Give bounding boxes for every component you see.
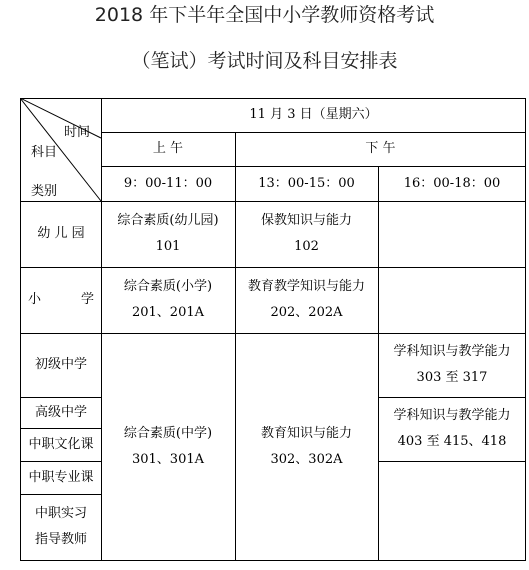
time-slot-3: 16：00-18：00	[403, 175, 501, 191]
category-primary-right: 学	[80, 292, 94, 307]
subject-kindergarten-care	[235, 201, 378, 267]
category-label-line2: 指导教师	[34, 532, 87, 547]
category-junior-high: 初级中学	[34, 357, 87, 372]
title-line-1: 2018 年下半年全国中小学教师资格考试	[94, 4, 435, 26]
subject-code: 302、302A	[270, 451, 343, 467]
date-header: 11 月 3 日（星期六）	[249, 107, 378, 122]
title-line-2: （笔试）考试时间及科目安排表	[131, 50, 398, 72]
subject-code: 303 至 317	[416, 370, 488, 385]
subject-code: 101	[155, 239, 181, 254]
subject-secondary-comprehensive	[101, 333, 235, 560]
category-primary	[20, 267, 102, 333]
corner-subject-label: 科目	[31, 145, 58, 160]
subject-name: 综合素质(小学)	[123, 279, 213, 294]
row-divider	[378, 461, 526, 462]
morning-header: 上 午	[152, 141, 184, 156]
subject-primary-teaching	[235, 267, 378, 333]
subject-code: 301、301A	[131, 451, 204, 467]
subject-code: 201、201A	[131, 305, 204, 320]
corner-category-label: 类别	[31, 184, 58, 199]
category-primary-left: 小	[28, 292, 42, 307]
subject-primary-comprehensive	[101, 267, 235, 333]
category-vocational-intern-instructor	[20, 494, 102, 560]
table-border-bottom	[20, 560, 526, 561]
category-vocational-culture: 中职文化课	[28, 436, 94, 452]
subject-code: 102	[294, 239, 319, 254]
time-slot-2: 13：00-15：00	[258, 175, 355, 191]
subject-senior-subject-knowledge	[378, 397, 526, 461]
afternoon-header: 下 午	[365, 141, 396, 156]
time-slot-1: 9：00-11：00	[123, 175, 213, 191]
subject-kindergarten-comprehensive	[101, 201, 235, 267]
subject-junior-subject-knowledge	[378, 333, 526, 397]
subject-secondary-education	[235, 333, 378, 560]
category-label-line1: 中职实习	[34, 506, 87, 521]
subject-code: 403 至 415、418	[397, 434, 507, 449]
subject-name: 教育知识与能力	[260, 425, 352, 441]
subject-code: 202、202A	[270, 305, 343, 320]
subject-name: 学科知识与教学能力	[393, 408, 511, 423]
subject-name: 综合素质(中学)	[123, 425, 213, 441]
subject-name: 综合素质(幼儿园)	[117, 213, 219, 228]
subject-name: 教育教学知识与能力	[247, 279, 365, 294]
category-senior-high: 高级中学	[34, 404, 87, 420]
category-vocational-major: 中职专业课	[28, 469, 94, 485]
corner-time-label: 时间	[64, 125, 91, 140]
subject-name: 保教知识与能力	[260, 213, 352, 228]
subject-name: 学科知识与教学能力	[393, 344, 511, 359]
category-kindergarten: 幼 儿 园	[37, 226, 85, 241]
